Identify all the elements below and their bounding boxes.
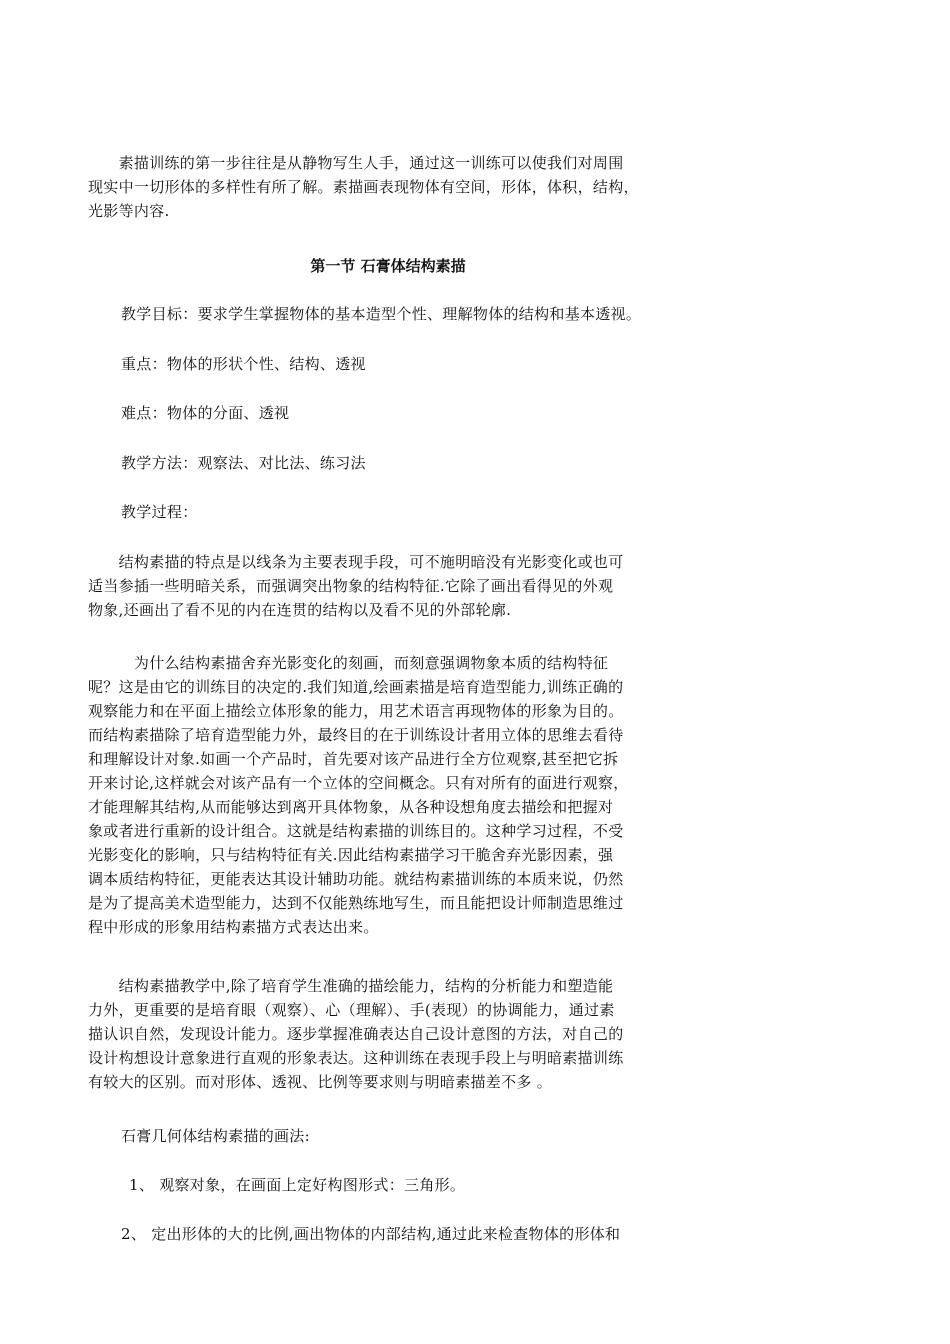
difficulty: 难点：物体的分面、透视 <box>121 404 290 422</box>
teaching-objective: 教学目标：要求学生掌握物体的基本造型个性、理解物体的结构和基本透视。 <box>121 305 642 323</box>
key-point: 重点：物体的形状个性、结构、透视 <box>121 355 366 373</box>
structure-sketch-paragraph-3: 结构素描教学中,除了培育学生准确的描绘能力，结构的分析能力和塑造能 力外，更重要的是培育眼（观察）、心（理解）、手(表现）的协调能力，通过素 描认识自然，发现设计能力。逐步掌握准确表达自己设计意图的方法，对自己的 设计构想设计意象进行直观的形象表达。这种训练在表现手段上与明暗素描训练 有较大的区别。而对形体、透视、比例等要求则与明暗素描差不多 。 <box>88 977 624 1091</box>
teaching-process: 教学过程： <box>121 503 198 521</box>
structure-sketch-paragraph-2: 为什么结构素描舍弃光影变化的刻画，而刻意强调物象本质的结构特征 呢？这是由它的训练目的决定的.我们知道,绘画素描是培育造型能力,训练正确的 观察能力和在平面上描绘立体形象的能力，用艺术语言再现物体的形象为目的。 而结构素描除了培育造型能力外，最终目的在于训练设计者用立体的思维去看待 和理解设计对象.如画一个产品时，首先要对该产品进行全方位观察,甚至把它拆 开来讨论,这样就会对该产品有一个立体的空间概念。只有对所有的面进行观察， 才能理解其结构,从而能够达到离开具体物象，从各种设想角度去描绘和把握对 象或者进行重新的设计组合。这就是结构素描的训练目的。这种学习过程，不受 光影变化的影响，只与结构特征有关.因此结构素描学习干脆舍弃光影因素，强 调本质结构特征，更能表达其设计辅助功能。就结构素描训练的本质来说，仍然 是为了提高美术造型能力，达到不仅能熟练地写生，而且能把设计师制造思维过 程中形成的形象用结构素描方式表达出来。 <box>88 654 629 936</box>
intro-paragraph: 素描训练的第一步往往是从静物写生人手，通过这一训练可以使我们对周围 现实中一切形体的多样性有所了解。素描画表现物体有空间，形体，体积，结构， 光影等内容. <box>88 154 639 220</box>
section-title: 第一节 石膏体结构素描 <box>310 257 466 275</box>
teaching-method: 教学方法：观察法、对比法、练习法 <box>121 454 366 472</box>
method-heading: 石膏几何体结构素描的画法: <box>121 1127 310 1145</box>
step-1: 1、 观察对象，在画面上定好构图形式：三角形。 <box>129 1176 466 1194</box>
structure-sketch-paragraph-1: 结构素描的特点是以线条为主要表现手段，可不施明暗没有光影变化或也可 适当参插一些明暗关系，而强调突出物象的结构特征.它除了画出看得见的外观 物象,还画出了看不见的内在连贯的结构以及看不见的外部轮廓. <box>88 553 624 619</box>
step-2: 2、 定出形体的大的比例,画出物体的内部结构,通过此来检查物体的形体和 <box>121 1225 621 1243</box>
